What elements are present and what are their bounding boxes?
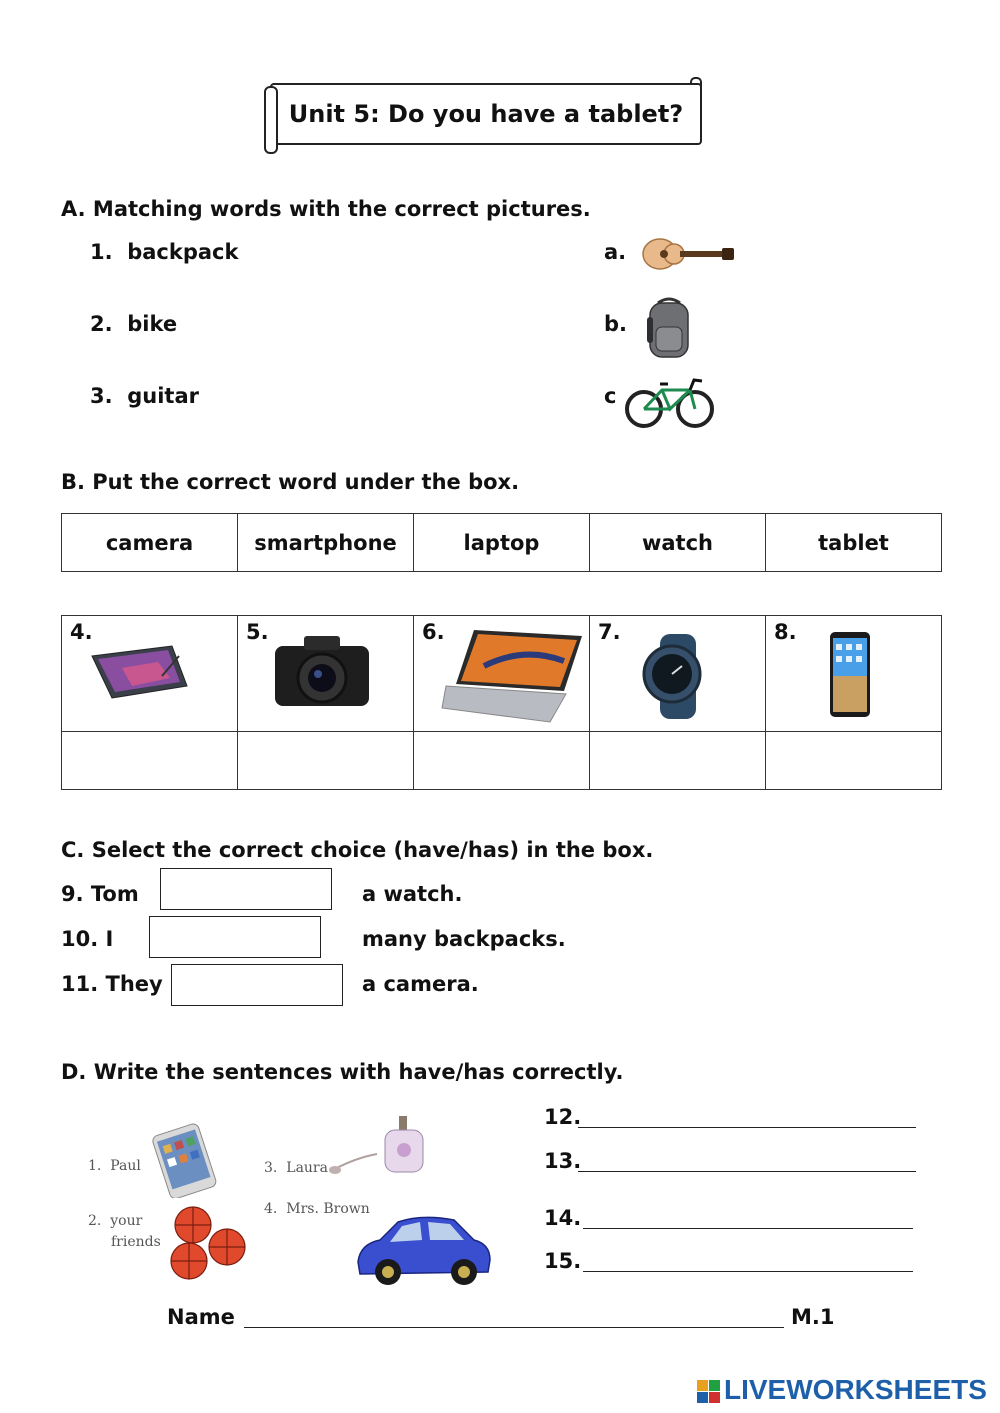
label-your-friends: 2. your [88,1213,143,1229]
choice-prefix-9: 9. Tom [61,882,139,906]
guitar-icon [640,234,736,274]
camera-icon [238,616,413,731]
picture-cell-4 [62,616,238,732]
choice-suffix-9: a watch. [362,882,463,906]
match-word-3: 3. guitar [90,384,199,408]
word-bank-table [61,513,942,572]
watch-icon [590,616,765,731]
word-bank-tablet: tablet [766,514,942,572]
picture-cell-5 [238,616,414,732]
picture-number: 4. [70,620,93,644]
sentence-line-14[interactable] [583,1228,913,1229]
title-scroll-curl-left [264,86,278,154]
picture-cell-6 [414,616,590,732]
section-b-heading: B. Put the correct word under the box. [61,470,520,494]
picture-table [61,615,942,790]
word-bank-camera: camera [62,514,238,572]
liveworksheets-logo-icon [697,1380,721,1404]
bike-icon [624,376,716,430]
answer-cell-8[interactable] [766,732,942,790]
choice-box-11[interactable] [171,964,343,1006]
picture-number: 8. [774,620,797,644]
picture-number: 6. [422,620,445,644]
choice-box-9[interactable] [160,868,332,910]
answer-cell-4[interactable] [62,732,238,790]
answer-cell-7[interactable] [590,732,766,790]
sentence-line-15[interactable] [583,1271,913,1272]
perfume-icon [325,1112,435,1178]
smartphone-icon [766,616,941,731]
section-c-heading: C. Select the correct choice (have/has) in the box. [61,838,654,862]
page-title [270,83,702,145]
word-bank-laptop: laptop [414,514,590,572]
car-icon [350,1210,495,1290]
picture-cell-7 [590,616,766,732]
answer-cell-6[interactable] [414,732,590,790]
sentence-num-13: 13. [544,1149,582,1173]
sentence-num-14: 14. [544,1206,582,1230]
label-mrs-brown: 4. Mrs. Brown [264,1201,370,1217]
section-a-heading: A. Matching words with the correct pictures. [61,197,591,221]
label-paul: 1. Paul [88,1158,141,1174]
picture-cell-8 [766,616,942,732]
sentence-line-13[interactable] [578,1171,916,1172]
sentence-num-12: 12. [544,1105,582,1129]
choice-suffix-10: many backpacks. [362,927,566,951]
picture-number: 7. [598,620,621,644]
sentence-line-12[interactable] [578,1127,916,1128]
tablet-icon [62,616,237,731]
match-word-2: 2. bike [90,312,178,336]
match-word-1: 1. backpack [90,240,239,264]
answer-cell-5[interactable] [238,732,414,790]
match-letter-c: c [604,384,617,408]
name-label: Name [167,1305,235,1329]
backpack-icon [644,297,694,359]
choice-suffix-11: a camera. [362,972,479,996]
match-letter-b: b. [604,312,628,336]
label-friends: friends [111,1234,161,1250]
word-bank-smartphone: smartphone [238,514,414,572]
sentence-num-15: 15. [544,1249,582,1273]
match-letter-a: a. [604,240,627,264]
class-label: M.1 [791,1305,835,1329]
label-laura: 3. Laura [264,1160,328,1176]
picture-number: 5. [246,620,269,644]
choice-prefix-10: 10. I [61,927,114,951]
section-d-heading: D. Write the sentences with have/has correctly. [61,1060,624,1084]
basketballs-icon [165,1203,250,1283]
name-line[interactable] [244,1327,784,1328]
page-title-text: Unit 5: Do you have a tablet? [288,100,684,128]
choice-prefix-11: 11. They [61,972,163,996]
brand-name: LIVEWORKSHEETS [724,1374,987,1405]
word-bank-watch: watch [590,514,766,572]
phone-icon [140,1122,230,1198]
laptop-icon [414,616,589,731]
choice-box-10[interactable] [149,916,321,958]
